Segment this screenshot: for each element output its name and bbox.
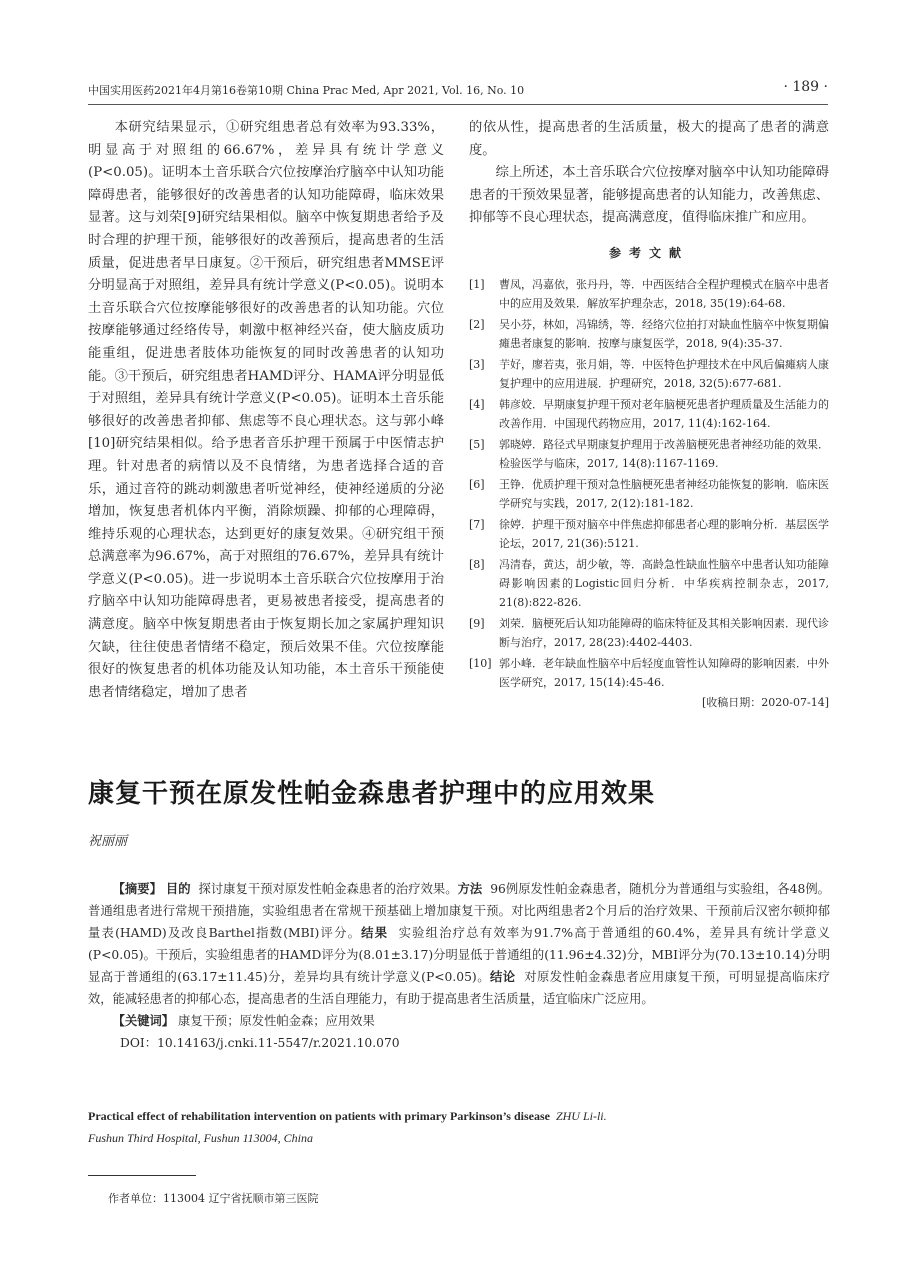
- keywords: [88, 1010, 830, 1032]
- results-text: 实验组治疗总有效率为91.7%高于普通组的60.4%，差异具有统计学意义(P<0.05)。干预后，实验组患者的HAMD评分为(8.01±3.17)分明显低于普通组的(11.96±4.32)分，MBI评分为(70.13±10.14)分明显高于普通组的(63.17±11.45)分，差异均具有统计学意义(P<0.05)。: [88, 926, 830, 984]
- reference-item: [5] 郭晓婷．路径式早期康复护理用于改善脑梗死患者神经功能的效果．检验医学与临床，2017, 14(8):1167-1169.: [469, 437, 829, 470]
- english-title: Practical effect of rehabilitation intervention on patients with primary Parkinson’s disease: [88, 1109, 550, 1123]
- reference-item: [4] 韩彦姣．早期康复护理干预对老年脑梗死患者护理质量及生活能力的改善作用．中国现代药物应用，2017, 11(4):162-164.: [469, 397, 829, 430]
- article-author: 祝丽丽: [88, 834, 128, 849]
- article-title: 康复干预在原发性帕金森患者护理中的应用效果: [88, 779, 656, 809]
- english-heading: [88, 1105, 830, 1149]
- reference-item: [7] 徐婷．护理干预对脑卒中伴焦虑抑郁患者心理的影响分析．基层医学论坛，2017, 21(36):5121.: [469, 517, 829, 550]
- references-heading: 参考文献: [608, 245, 689, 260]
- reference-item: [9] 刘荣．脑梗死后认知功能障碍的临床特征及其相关影响因素．现代诊断与治疗，2017, 28(23):4402-4403.: [469, 616, 829, 649]
- reference-item: [3] 芋好，廖若夷，张月娟，等．中医特色护理技术在中风后偏瘫病人康复护理中的应用进展．护理研究，2018, 32(5):677-681.: [469, 357, 829, 390]
- keywords-label: 【关键词】: [112, 1014, 175, 1028]
- journal-citation: 中国实用医药2021年4月第16卷第10期 China Prac Med, Apr 2021, Vol. 16, No. 10: [88, 84, 525, 97]
- english-author: ZHU Li-li.: [555, 1109, 607, 1123]
- english-affiliation: Fushun Third Hospital, Fushun 113004, China: [88, 1131, 314, 1145]
- discussion-paragraph-continued: 的依从性，提高患者的生活质量，极大的提高了患者的满意度。: [469, 120, 829, 158]
- reference-item: [8] 冯清春，黄达，胡少敏，等．高龄急性缺血性脑卒中患者认知功能障碍影响因素的Logistic回归分析．中华疾病控制杂志，2017, 21(8):822-826.: [469, 557, 829, 609]
- abstract-body: [88, 878, 830, 1010]
- methods-label: 方法: [457, 882, 483, 896]
- right-column: [469, 117, 829, 712]
- reference-item: [10] 郭小峰．老年缺血性脑卒中后轻度血管性认知障碍的影响因素．中外医学研究，2017, 15(14):45-46.: [469, 656, 829, 689]
- reference-item: [6] 王铮．优质护理干预对急性脑梗死患者神经功能恢复的影响．临床医学研究与实践，2017, 2(12):181-182.: [469, 477, 829, 510]
- doi: DOI：10.14163/j.cnki.11-5547/r.2021.10.070: [119, 1036, 400, 1050]
- reference-item: [2] 吴小芬，林如，冯锦绣，等．经络穴位拍打对缺血性脑卒中恢复期偏瘫患者康复的影响．按摩与康复医学，2018, 9(4):35-37.: [469, 317, 829, 350]
- running-header: [88, 79, 828, 105]
- discussion-paragraph: 本研究结果显示，①研究组患者总有效率为93.33%，明显高于对照组的66.67%，差异具有统计学意义(P<0.05)。证明本土音乐联合穴位按摩治疗脑卒中认知功能障碍患者，能够很好的改善患者的认知功能障碍，临床效果显著。这与刘荣[9]研究结果相似。脑卒中恢复期患者给予及时合理的护理干预，能够很好的改善预后，提高患者的生活质量，促进患者早日康复。②干预后，研究组患者MMSE评分明显高于对照组，差异具有统计学意义(P<0.05)。说明本土音乐联合穴位按摩能够很好的改善患者的认知功能。穴位按摩能够通过经络传导，刺激中枢神经兴奋，使大脑皮质功能重组，促进患者肢体功能恢复的同时改善患者的认知功能。③干预后，研究组患者HAMD评分、HAMA评分明显低于对照组，差异具有统计学意义(P<0.05)。证明本土音乐能够很好的改善患者抑郁、焦虑等不良心理状态。这与郭小峰[10]研究结果相似。给予患者音乐护理干预属于中医情志护理。针对患者的病情以及不良情绪，为患者选择合适的音乐，通过音符的跳动刺激患者听觉神经，使神经递质的分泌增加，恢复患者机体内平衡，消除烦躁、抑郁的心理障碍，维持乐观的心理状态，达到更好的康复效果。④研究组干预总满意率为96.67%，高于对照组的76.67%，差异具有统计学意义(P<0.05)。进一步说明本土音乐联合穴位按摩用于治疗脑卒中认知功能障碍患者，更易被患者接受，提高患者的满意度。脑卒中恢复期患者由于恢复期长加之家属护理知识欠缺，往往使患者情绪不稳定，预后效果不佳。穴位按摩能很好的恢复患者的机体功能及认知功能，本土音乐干预能使患者情绪稳定，增加了患者: [88, 120, 444, 700]
- reference-item: [1] 曹凤，冯嘉依，张丹丹，等．中西医结合全程护理模式在脑卒中患者中的应用及效果．解放军护理杂志，2018, 35(19):64-68.: [469, 277, 829, 310]
- reference-list: [469, 275, 829, 692]
- results-label: 结果: [361, 926, 389, 940]
- keywords-text: 康复干预；原发性帕金森；应用效果: [178, 1014, 375, 1028]
- received-date: [收稿日期：2020-07-14]: [701, 695, 829, 709]
- conclusion-paragraph: 综上所述，本土音乐联合穴位按摩对脑卒中认知功能障碍患者的干预效果显著，能够提高患者的认知能力，改善焦虑、抑郁等不良心理状态，提高满意度，值得临床推广和应用。: [469, 165, 829, 226]
- abstract-label: 【摘要】: [112, 882, 162, 896]
- left-column: [88, 117, 444, 704]
- objective-text: 探讨康复干预对原发性帕金森患者的治疗效果。: [198, 882, 458, 896]
- footnote-rule: [88, 1175, 196, 1176]
- page-number: · 189 ·: [783, 79, 828, 95]
- conclusion-text: 对原发性帕金森患者应用康复干预，可明显提高临床疗效，能减轻患者的抑郁心态，提高患者的生活自理能力，有助于提高患者生活质量，适宜临床广泛应用。: [88, 970, 830, 1006]
- objective-label: 目的: [165, 882, 191, 896]
- abstract: [88, 878, 830, 1054]
- author-affiliation-footnote: 作者单位：113004 辽宁省抚顺市第三医院: [108, 1192, 319, 1205]
- methods-text: 96例原发性帕金森患者，随机分为普通组与实验组，各48例。普通组患者进行常规干预措施，实验组患者在常规干预基础上增加康复干预。对比两组患者2个月后的治疗效果、干预前后汉密尔顿抑郁量表(HAMD)及改良Barthel指数(MBI)评分。: [88, 882, 830, 940]
- conclusion-label: 结论: [489, 970, 516, 984]
